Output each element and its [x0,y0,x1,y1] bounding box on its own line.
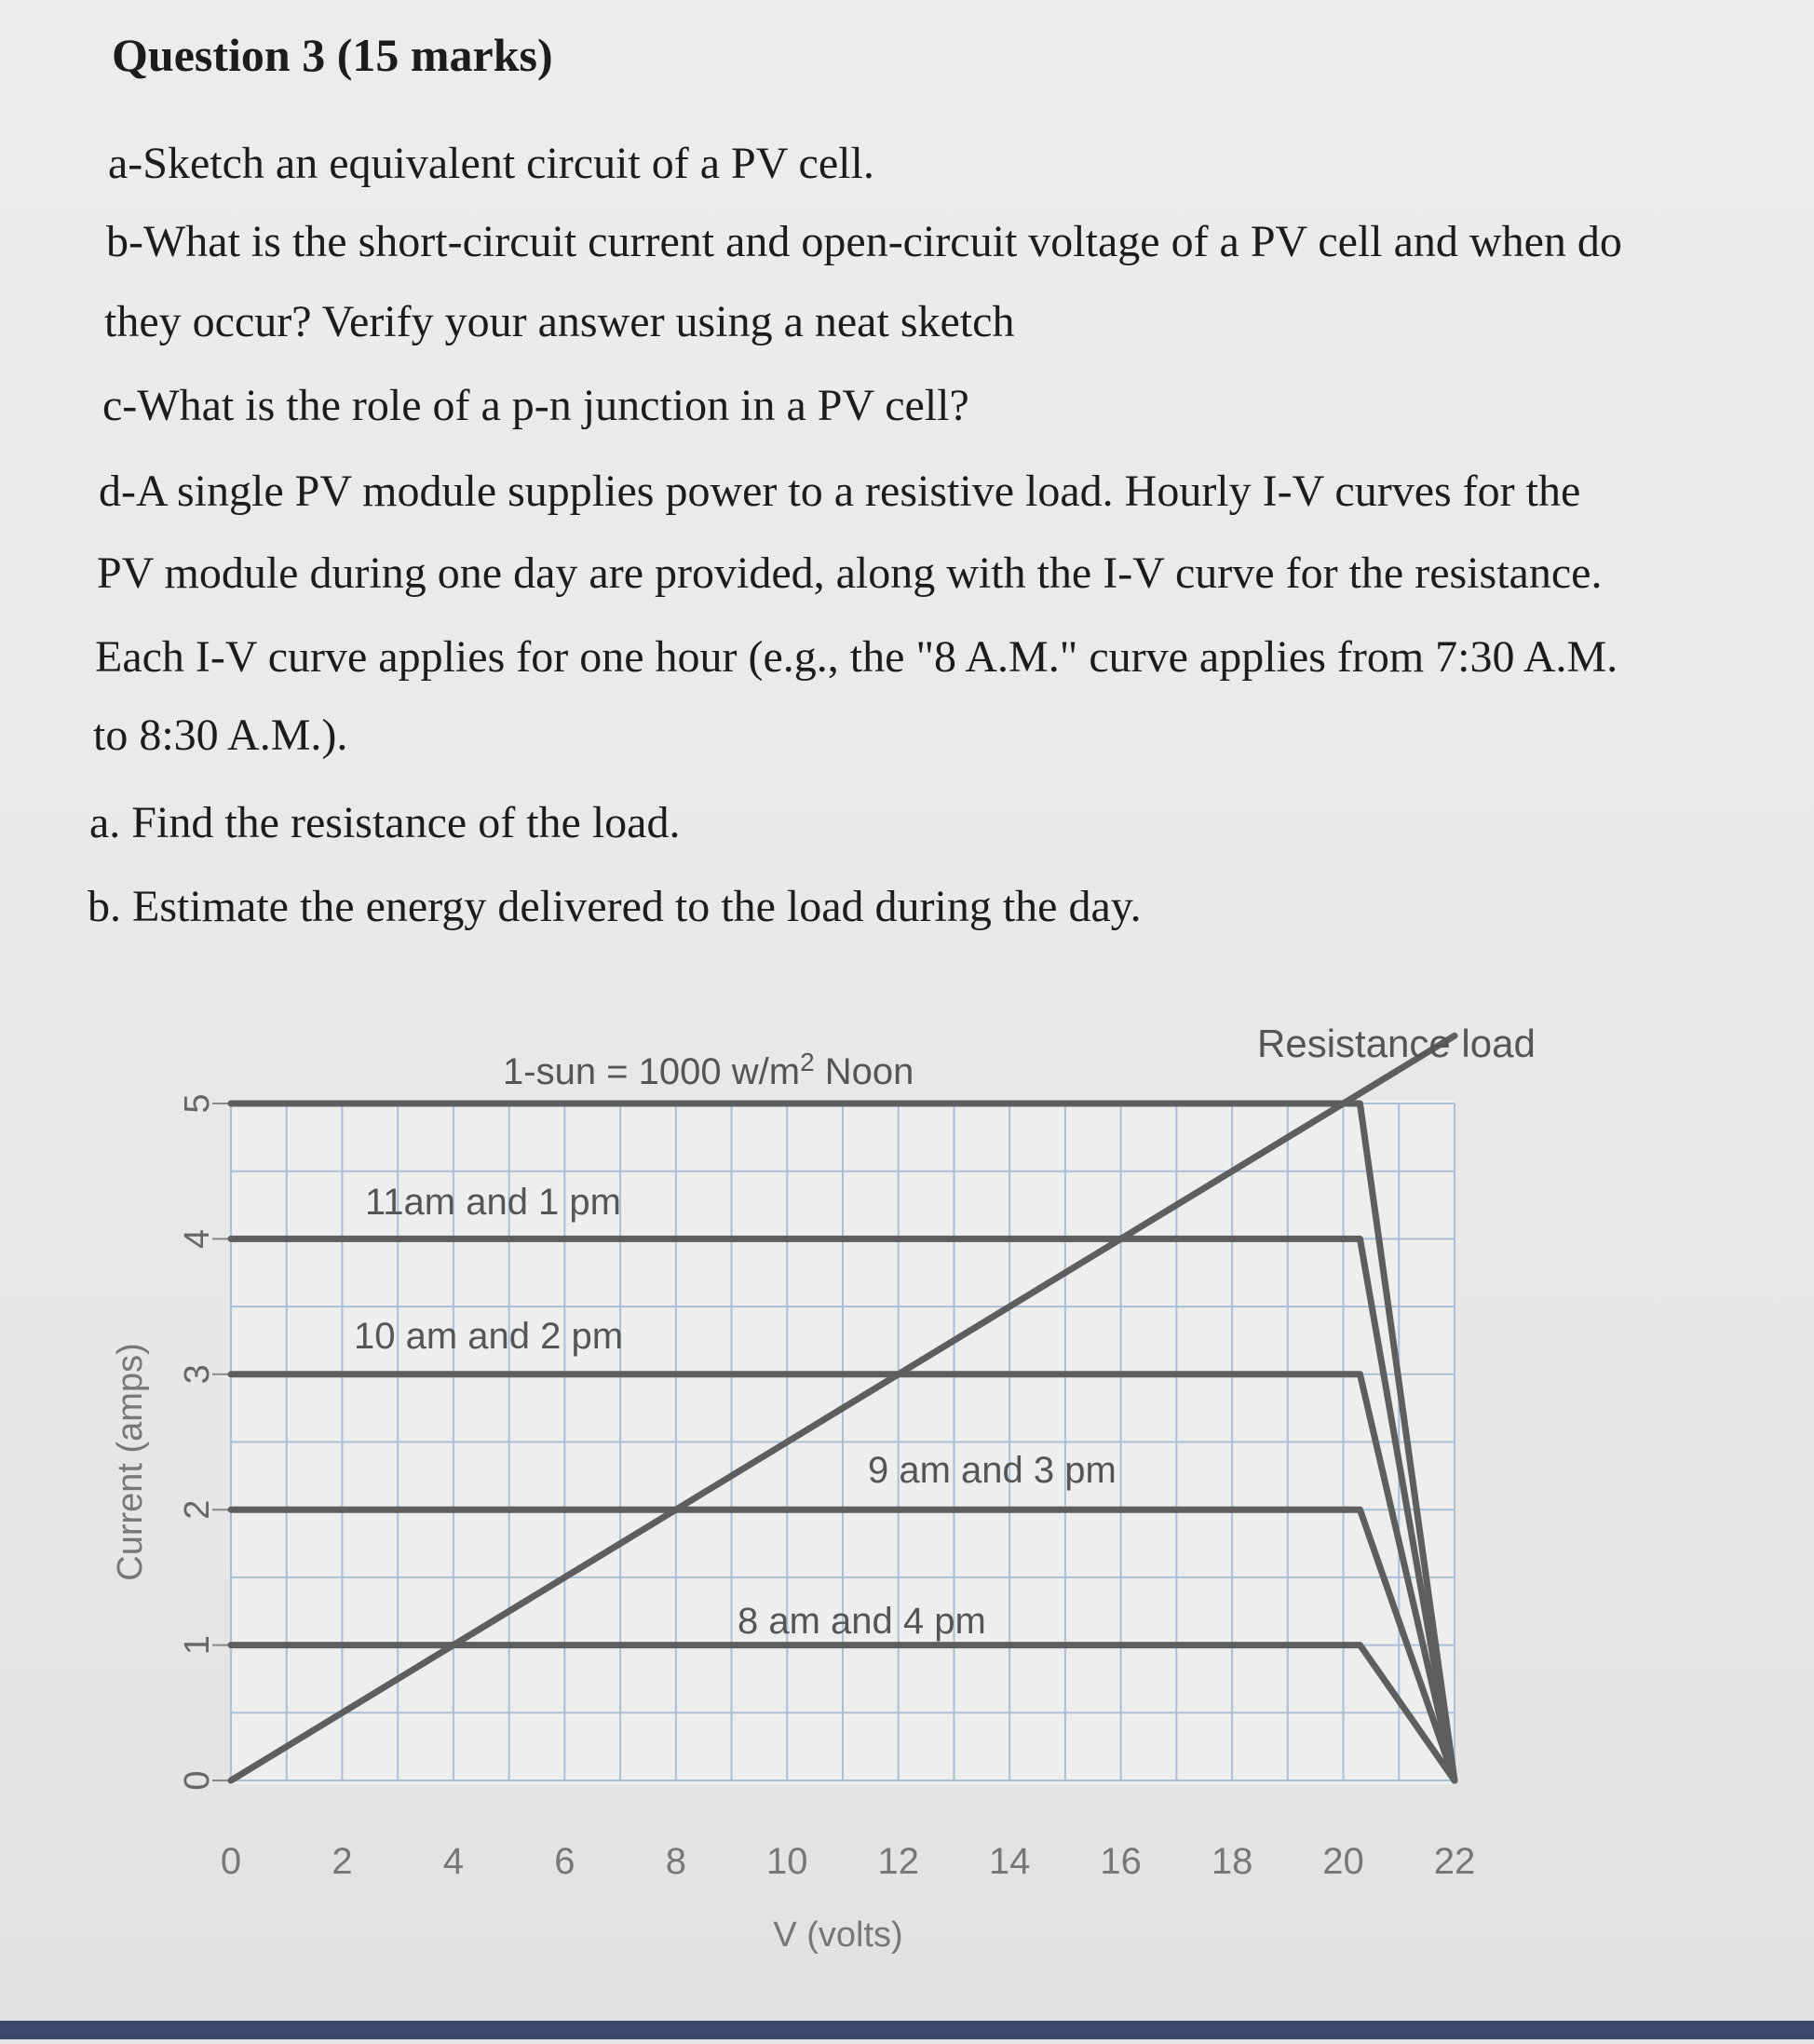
question-line-b2: they occur? Verify your answer using a neat sketch [104,297,1015,346]
question-line-c: c-What is the role of a p-n junction in a PV cell? [102,381,969,430]
x-tick-label: 16 [1100,1841,1142,1882]
question-title: Question 3 (15 marks) [112,29,553,81]
x-tick-label: 12 [877,1841,919,1882]
noon-curve-label: 1-sun = 1000 $w/m^2$ Noon [503,1048,914,1092]
y-tick-label: 1 [178,1635,218,1656]
question-line-d4: to 8:30 A.M.). [93,711,348,760]
question-line-b1: b-What is the short-circuit current and open-circuit voltage of a PV cell and when do [106,217,1622,266]
iv-curve-label: 10 am and 2 pm [354,1316,624,1357]
iv-curve-label: 9 am and 3 pm [868,1450,1117,1491]
y-axis-title: Current (amps) [111,1343,150,1581]
x-tick-label: 2 [332,1841,353,1882]
question-line-d2: PV module during one day are provided, along with the I-V curve for the resistance. [97,548,1603,598]
x-tick-label: 4 [442,1841,465,1882]
y-tick-label: 2 [178,1499,218,1520]
y-tick-label: 5 [178,1093,218,1114]
question-line-a: a-Sketch an equivalent circuit of a PV cell. [108,139,874,188]
x-tick-label: 0 [220,1841,242,1882]
y-tick-label: 0 [178,1770,218,1791]
question-line-d1: d-A single PV module supplies power to a resistive load. Hourly I-V curves for the [99,467,1581,516]
y-tick-label: 3 [178,1364,218,1385]
x-axis-title: V (volts) [773,1915,903,1955]
x-tick-label: 20 [1322,1841,1364,1882]
x-tick-label: 8 [665,1841,686,1882]
x-tick-label: 10 [766,1841,808,1882]
question-line-d3: Each I-V curve applies for one hour (e.g., the "8 A.M." curve applies from 7:30 A.M. [95,632,1618,682]
resistance-load-label: Resistance load [1257,1022,1536,1065]
question-line-part-a: a. Find the resistance of the load. [89,798,681,847]
x-tick-label: 6 [554,1841,575,1882]
iv-curve-label: 8 am and 4 pm [738,1601,986,1642]
x-tick-label: 18 [1211,1841,1253,1882]
iv-curve-label: 11am and 1 pm [365,1182,621,1223]
y-tick-label: 4 [178,1228,218,1249]
question-line-part-b: b. Estimate the energy delivered to the load during the day. [88,882,1142,931]
x-tick-label: 22 [1433,1841,1476,1882]
x-tick-label: 14 [988,1841,1031,1882]
